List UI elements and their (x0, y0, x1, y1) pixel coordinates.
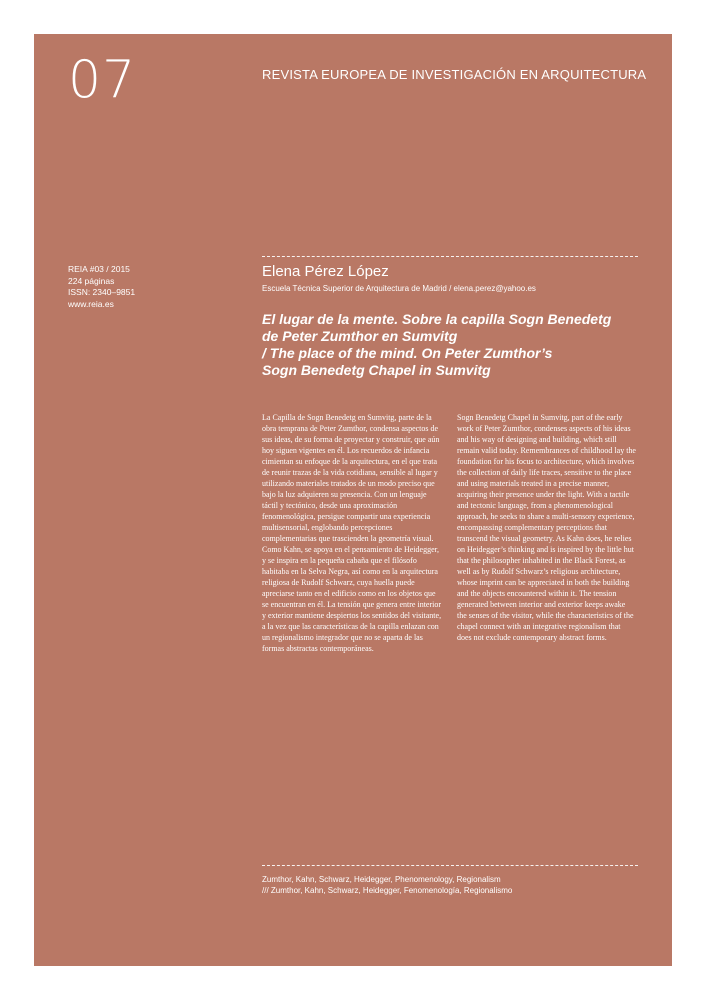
title-line: de Peter Zumthor en Sumvitg (262, 328, 458, 344)
author-name: Elena Pérez López (262, 263, 389, 280)
issue-info: REIA #03 / 2015 (68, 264, 130, 274)
website-link[interactable]: www.reia.es (68, 298, 114, 309)
page-count: 224 páginas (68, 275, 115, 286)
keywords-spanish: /// Zumthor, Kahn, Schwarz, Heidegger, Fenomenología, Regionalismo (262, 886, 513, 895)
article-title (262, 311, 652, 379)
abstract-english: Sogn Benedetg Chapel in Sumvitg, part of the early work of Peter Zumthor, condenses aspects of his ideas and his way of designing and building, which still remain valid today. Remembrances of childhood lay the foundation for his focus to architecture, which involves the collection of daily life traces, sensitive to the place and using materials treated in a precise manner, acquiring their presence under the light. With a tactile and tectonic language, from a phenomenological approach, he seeks to share a multi-sensory experience, encompassing complementary perceptions that transcend the visual geometry. As Kahn does, he relies on Heidegger’s thinking and is inspired by the little hut that the philosopher inhabited in the Black Forest, as well as by Rudolf Schwarz’s religious architecture, whose imprint can be appreciated in both the building and the objects encountered within it. The tension generated between interior and exterior keeps awake the senses of the visitor, while the characteristics of the chapel connect with an integrative regionalism that does not exclude contemporary abstract forms. (457, 413, 636, 642)
issue-number: 07 (68, 50, 137, 110)
title-line: El lugar de la mente. Sobre la capilla Sogn Benedetg (262, 311, 612, 327)
publication-meta (68, 264, 135, 310)
top-divider (262, 256, 638, 257)
keywords-english: Zumthor, Kahn, Schwarz, Heidegger, Phenomenology, Regionalism (262, 875, 501, 884)
issn: ISSN: 2340–9851 (68, 287, 136, 297)
title-line: / The place of the mind. On Peter Zumthor’s (262, 345, 553, 361)
abstract-spanish: La Capilla de Sogn Benedetg en Sumvitg, parte de la obra temprana de Peter Zumthor, condensa aspectos de sus ideas, de su forma de proyectar y construir, que aún hoy siguen vigentes en él. Los recuerdos de infancia cimientan su enfoque de la arquitectura, en el que trata de reunir trazas de la vida cotidiana, sensible al lugar y utilizando materiales tratados de un modo preciso que bajo la luz adquieren su presencia. Con un lenguaje táctil y tectónico, desde una aproximación fenomenológica, persigue compartir una experiencia multisensorial, englobando percepciones complementarias que trascienden la geometría visual. Como Kahn, se apoya en el pensamiento de Heidegger, y se inspira en la pequeña cabaña que el filósofo habitaba en la Selva Negra, así como en la arquitectura religiosa de Rudolf Schwarz, cuya huella puede apreciarse tanto en el edificio como en los objetos que se encuentran en él. La tensión que genera entre interior y exterior mantiene despiertos los sentidos del visitante, a la vez que las características de la capilla enlazan con un regionalismo integrador que no se aparta de las formas abstractas contemporáneas. (262, 413, 442, 653)
author-affiliation: Escuela Técnica Superior de Arquitectura de Madrid / elena.perez@yahoo.es (262, 284, 536, 293)
journal-title: REVISTA EUROPEA DE INVESTIGACIÓN EN ARQUITECTURA (262, 67, 647, 82)
journal-cover (34, 34, 672, 966)
keywords (262, 874, 512, 896)
title-line: Sogn Benedetg Chapel in Sumvitg (262, 362, 491, 378)
bottom-divider (262, 865, 638, 866)
